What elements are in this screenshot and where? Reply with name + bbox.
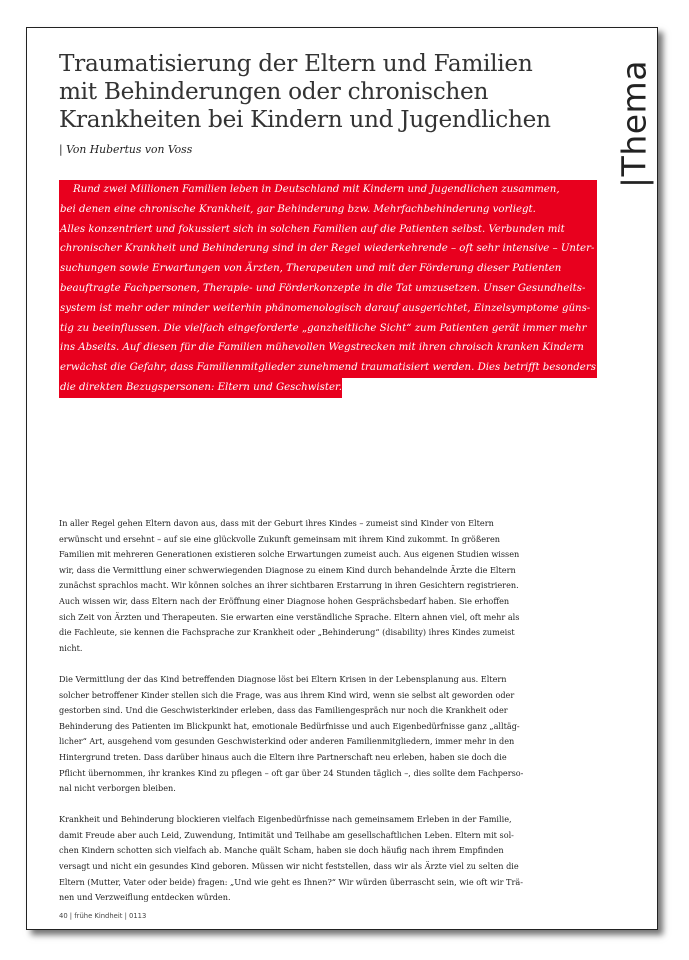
section-label: |Thema: [614, 60, 654, 188]
body-line: damit Freude aber auch Leid, Zuwendung, Intimität und Teilhabe am gesellschaftlichen Leben. Eltern mit sol-: [59, 829, 514, 840]
body-line: nicht.: [59, 642, 83, 653]
body-line: nen und Verzweiflung entdecken würden.: [59, 892, 231, 903]
body-line: chen Kindern schotten sich vielfach ab. Manche quält Scham, haben sie doch häufig nach ihrem Empfinden: [59, 845, 504, 856]
body-line: Pflicht übernommen, ihr krankes Kind zu pflegen – oft gar über 24 Stunden täglich –, dies sollte dem Fachperso-: [59, 767, 524, 778]
body-line: gestorben sind. Und die Geschwisterkinder erleben, dass das Familiengespräch nur noch die Krankheit oder: [59, 705, 508, 716]
body-line: sich Zeit von Ärzten und Therapeuten. Sie erwarten eine verständliche Sprache. Eltern ahnen viel, oft mehr als: [59, 611, 520, 622]
body-line: versagt und nicht ein gesundes Kind geboren. Müssen wir nicht feststellen, dass wir als Ärzte viel zu selten die: [59, 861, 519, 872]
title-line: Traumatisierung der Eltern und Familien: [59, 50, 533, 77]
body-line: Krankheit und Behinderung blockieren vielfach Eigenbedürfnisse nach gemeinsamem Erleben in der Familie,: [59, 814, 512, 825]
lead-line: beauftragte Fachpersonen, Therapie- und Förderkonzepte in die Tat umzusetzen. Unser Gesundheits-: [59, 279, 597, 299]
lead-line: suchungen sowie Erwartungen von Ärzten, Therapeuten und mit der Förderung dieser Patienten: [59, 259, 597, 279]
lead-line: ins Abseits. Auf diesen für die Familien mühevollen Wegstrecken mit ihren chroisch kranken Kindern: [59, 338, 597, 358]
body-line: solcher betroffener Kinder stellen sich die Frage, was aus ihrem Kind wird, wenn sie selbst alt geworden oder: [59, 689, 515, 700]
body-paragraph: [59, 516, 549, 656]
body-line: licher“ Art, ausgehend vom gesunden Geschwisterkind oder anderen Familienmitgliedern, immer mehr in den: [59, 736, 515, 747]
body-line: Eltern (Mutter, Vater oder beide) fragen: „Und wie geht es Ihnen?“ Wir würden überrascht sein, wie oft wir Trä-: [59, 876, 523, 887]
title-line: mit Behinderungen oder chronischen: [59, 78, 489, 105]
lead-line: bei denen eine chronische Krankheit, gar Behinderung bzw. Mehrfachbehinderung vorliegt.: [59, 200, 597, 220]
body-line: die Fachleute, sie kennen die Fachsprache zur Krankheit oder „Behinderung“ (disability) ihres Kindes zumeist: [59, 627, 515, 638]
lead-line: chronischer Krankheit und Behinderung sind in der Regel wiederkehrende – oft sehr intensive – Unter-: [59, 239, 597, 259]
lead-line: erwächst die Gefahr, dass Familienmitglieder zunehmend traumatisiert werden. Dies betrifft besonders: [59, 358, 597, 378]
body-line: Hintergrund treten. Dass darüber hinaus auch die Eltern ihre Partnerschaft neu erleben, haben sie doch die: [59, 751, 507, 762]
body-paragraph: [59, 672, 549, 797]
page-footer: 40 | frühe Kindheit | 0113: [59, 912, 147, 920]
title-line: Krankheiten bei Kindern und Jugendlichen: [59, 106, 551, 133]
body-line: In aller Regel gehen Eltern davon aus, dass mit der Geburt ihres Kindes – zumeist sind Kinder von Eltern: [59, 518, 494, 528]
lead-paragraph: [59, 180, 597, 406]
lead-line: system ist mehr oder minder weiterhin phänomenologisch darauf ausgerichtet, Einzelsymptome güns-: [59, 299, 597, 319]
lead-line: Rund zwei Millionen Familien leben in Deutschland mit Kindern und Jugendlichen zusammen,: [59, 180, 597, 200]
body-line: Behinderung des Patienten im Blickpunkt hat, emotionale Bedürfnisse und auch Eigenbedürfnisse ganz „alltäg-: [59, 720, 520, 731]
body-line: Die Vermittlung der das Kind betreffenden Diagnose löst bei Eltern Krisen in der Lebensplanung aus. Eltern: [59, 673, 507, 684]
lead-line: tig zu beeinflussen. Die vielfach eingeforderte „ganzheitliche Sicht“ zum Patienten gerät immer mehr: [59, 319, 597, 339]
body-line: nal nicht verborgen bleiben.: [59, 783, 176, 794]
body-line: erwünscht und ersehnt – auf sie eine glückvolle Zukunft gemeinsam mit ihrem Kind zukommt. In größeren: [59, 533, 500, 544]
lead-line: Alles konzentriert und fokussiert sich in solchen Familien auf die Patienten selbst. Verbunden mit: [59, 220, 597, 240]
body-paragraph: [59, 812, 549, 906]
lead-line: die direkten Bezugspersonen: Eltern und Geschwister.: [59, 378, 342, 398]
section-tab: [614, 36, 654, 226]
article-title: [59, 50, 579, 134]
body-line: Familien mit mehreren Generationen existieren solche Erwartungen zumeist auch. Aus eigenen Studien wissen: [59, 549, 520, 560]
body-line: zunächst sprachlos macht. Wir können solches an ihrer sichtbaren Erstarrung in ihren Gesichtern registrieren.: [59, 580, 519, 591]
body-line: Auch wissen wir, dass Eltern nach der Eröffnung einer Diagnose hohen Gesprächsbedarf haben. Sie erhoffen: [59, 595, 510, 606]
body-line: wir, dass die Vermittlung einer schwerwiegenden Diagnose zu einem Kind durch behandelnde Ärzte die Eltern: [59, 564, 516, 575]
body-text: [59, 516, 549, 921]
magazine-page: [26, 27, 658, 930]
author-byline: | Von Hubertus von Voss: [59, 143, 193, 156]
